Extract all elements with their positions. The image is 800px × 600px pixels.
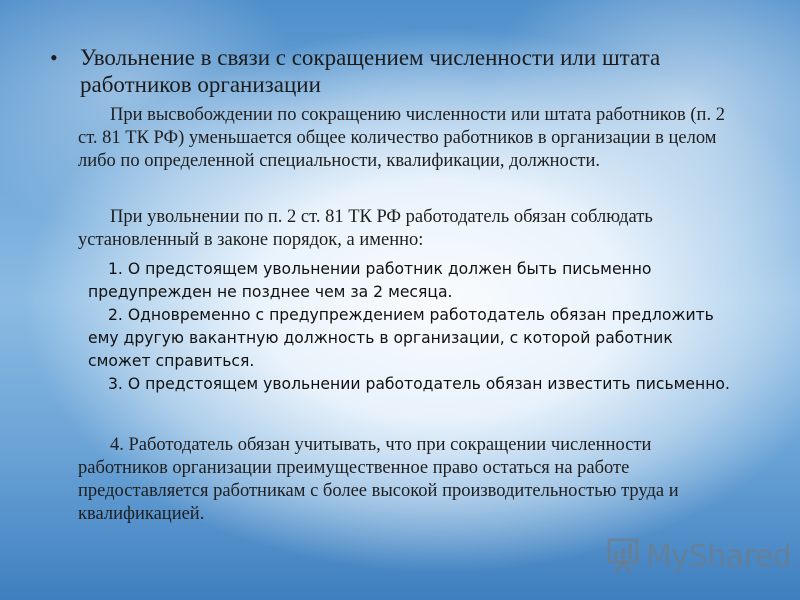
procedure-list [88, 258, 738, 396]
presentation-board-icon [606, 537, 640, 575]
list-item: 3. О предстоящем увольнении работодатель обязан известить письменно. [108, 375, 730, 393]
slide-heading: Увольнение в связи с сокращением численности или штата работников организации [80, 45, 661, 97]
watermark-text: MyShared [646, 538, 792, 574]
paragraph-definition: При высвобождении по сокращению численности или штата работников (п. 2 ст. 81 ТК РФ) уменьшается общее количество работников в организации в целом либо по определенной специальности, квалификации, должности. [78, 105, 725, 171]
paragraph-priority-right: 4. Работодатель обязан учитывать, что при сокращении численности работников организации преимущественное право остаться на работе предоставляется работникам с более высокой производительностью труда и квалификацией. [78, 435, 679, 524]
paragraph-procedure: При увольнении по п. 2 ст. 81 ТК РФ работодатель обязан соблюдать установленный в законе порядок, а именно: [78, 207, 653, 250]
watermark-logo [606, 536, 791, 576]
bullet-icon: • [50, 45, 58, 70]
list-item: 2. Одновременно с предупреждением работодатель обязан предложить ему другую вакантную должность в организации, с которой работник сможет справиться. [88, 306, 714, 370]
heading-row [50, 44, 770, 98]
list-item: 1. О предстоящем увольнении работник должен быть письменно предупрежден не позднее чем за 2 месяца. [88, 260, 652, 301]
